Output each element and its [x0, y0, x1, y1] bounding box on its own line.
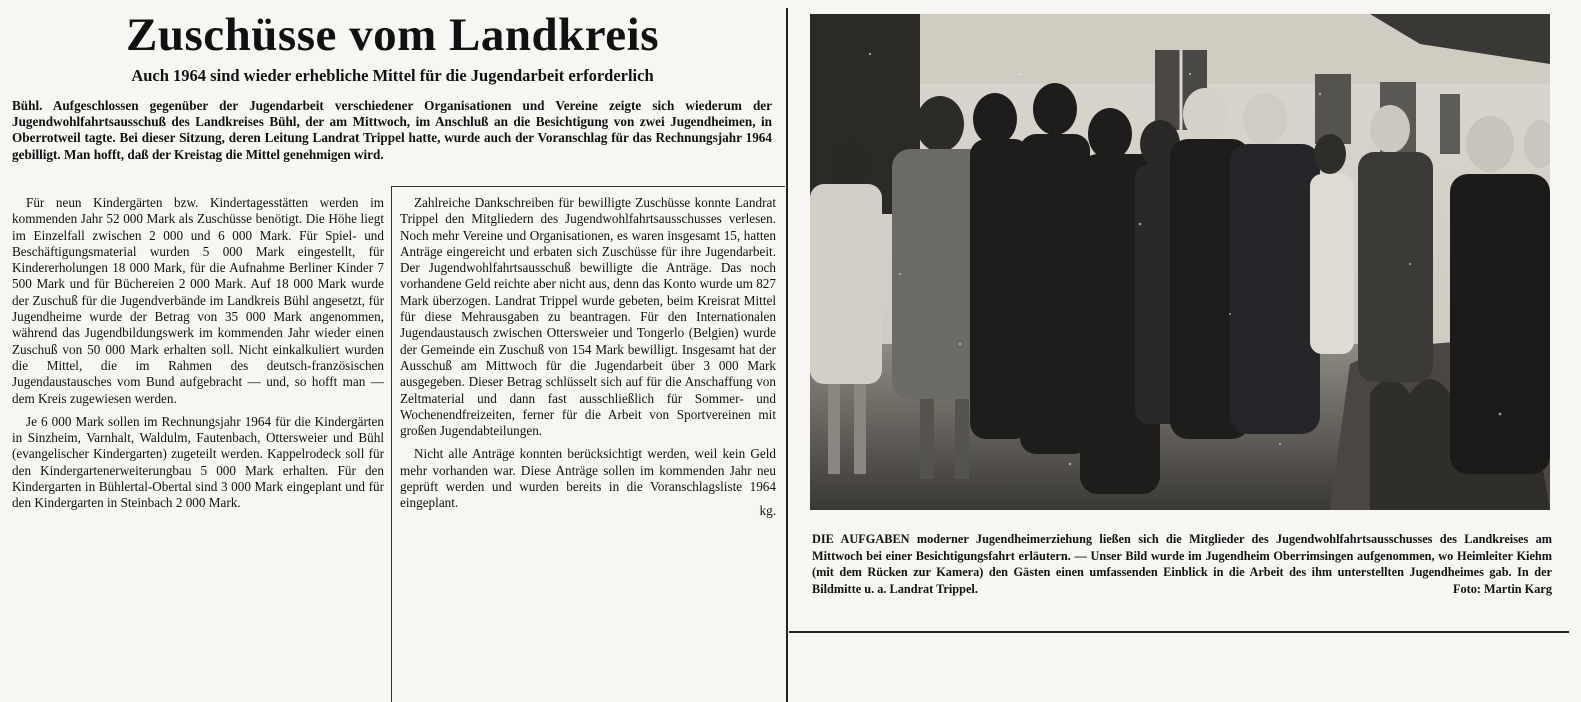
body-paragraph: Je 6 000 Mark sollen im Rechnungsjahr 1964 für die Kindergärten in Sinzheim, Varnhalt, Waldulm, Fautenbach, Ottersweier und Bühl (evangelischer Kindergarten) zugeteilt werden. Kappelrodeck soll für den Kindergartenerweiterungbau 5 000 Mark erhalten. Für den Kindergarten in Bühlertal-Obertal sind 3 000 Mark eingeplant und für den Kindergarten in Steinbach 2 000 Mark.: [12, 413, 384, 511]
author-signature: kg.: [759, 502, 776, 518]
body-paragraph: Nicht alle Anträge konnten berücksichtigt werden, weil kein Geld mehr vorhanden war. Diese Anträge sollen im kommenden Jahr neu geprüft werden und wurden bereits in die Voranschlagsliste 1964 eingeplant.: [400, 446, 776, 511]
column-divider: [391, 186, 392, 702]
article-column-2: [400, 195, 776, 519]
photo-caption: [812, 531, 1552, 598]
news-photo: [810, 14, 1550, 510]
subheadline: Auch 1964 sind wieder erhebliche Mittel für die Jugendarbeit erforderlich: [131, 66, 654, 85]
article-column-1: [12, 195, 384, 519]
headline: Zuschüsse vom Landkreis: [126, 9, 659, 61]
lead-divider: [392, 186, 785, 187]
body-paragraph: Zahlreiche Dankschreiben für bewilligte Zuschüsse konnte Landrat Trippel den Mitgliedern des Jugendwohlfahrtsausschusses verlesen. Noch mehr Vereine und Organisationen, es waren insgesamt 15, hatten Anträge eingereicht und erbaten sich Zuschüsse für ihre Jugendarbeit. Der Jugendwohlfahrtsausschuß bewilligte die Anträge. Das noch vorhandene Geld reichte aber nicht aus, denn das Konto wurde um 827 Mark überzogen. Landrat Trippel wurde gebeten, beim Kreisrat Mittel für diese Mehrausgaben zu beantragen. Für den Internationalen Jugendaustausch zwischen Ottersweier und Tongerlo (Belgien) wurde der Gemeinde ein Zuschuß von 154 Mark bewilligt. Insgesamt hat der Ausschuß am Mittwoch für die Jugendarbeit über 3 000 Mark ausgegeben. Dieser Betrag schlüsselt sich auf für die Anschaffung von Zeltmaterial und dann fast ausschließlich für Sommer- und Wochenendfreizeiten, ferner für die Arbeit von Sportvereinen mit großen Jugendabteilungen.: [400, 195, 776, 439]
caption-text: DIE AUFGABEN moderner Jugendheimerziehung ließen sich die Mitglieder des Jugendwohlfahrtsausschusses des Landkreises am Mittwoch bei einer Besichtigungsfahrt erläutern. — Unser Bild wurde im Jugendheim Oberrimsingen aufgenommen, wo Heimleiter Kiehm (mit dem Rücken zur Kamera) den Gästen einen umfassenden Einblick in die Arbeit des ihm unterstellten Jugendheimes gab. In der Bildmitte u. a. Landrat Trippel.: [812, 532, 1552, 597]
article-photo-divider: [786, 8, 788, 702]
photo-bottom-rule: [789, 631, 1569, 633]
photo-credit: Foto: Martin Karg: [1452, 582, 1552, 597]
lead-paragraph: Bühl. Aufgeschlossen gegenüber der Jugendarbeit verschiedener Organisationen und Vereine zeigte sich wiederum der Jugendwohlfahrtsausschuß des Landkreises Bühl, der am Mittwoch, im Anschluß an die Besichtigung von zwei Jugendheimen, in Oberrotweil tagte. Bei dieser Sitzung, deren Leitung Landrat Trippel hatte, wurde auch der Voranschlag für das Rechnungsjahr 1964 gebilligt. Man hofft, daß der Kreistag die Mittel genehmigen wird.: [12, 98, 772, 162]
body-paragraph: Für neun Kindergärten bzw. Kindertagesstätten werden im kommenden Jahr 52 000 Mark als Zuschüsse benötigt. Die Höhe liegt im Einzelfall zwischen 2 000 und 6 000 Mark. Für Spiel- und Beschäftigungsmaterial wurden 5 000 Mark eingestellt, für Kindererholungen 18 000 Mark, für die Aufnahme Berliner Kinder 7 500 Mark und für Büchereien 2 000 Mark. Auf 18 000 Mark wurde der Zuschuß für die Jugendverbände im Landkreis Bühl angesetzt, für Jugendheime wurde der Betrag von 35 000 Mark angenommen, während das Jugendbildungswerk im kommenden Jahr wieder einen Zuschuß von 50 000 Mark erhalten soll. Nicht einkalkuliert wurden die Mittel, die im Rahmen des deutsch-französischen Jugendaustausches vom Bund aufgebracht — und, so hofft man — dem Kreis zugewiesen werden.: [12, 195, 384, 406]
